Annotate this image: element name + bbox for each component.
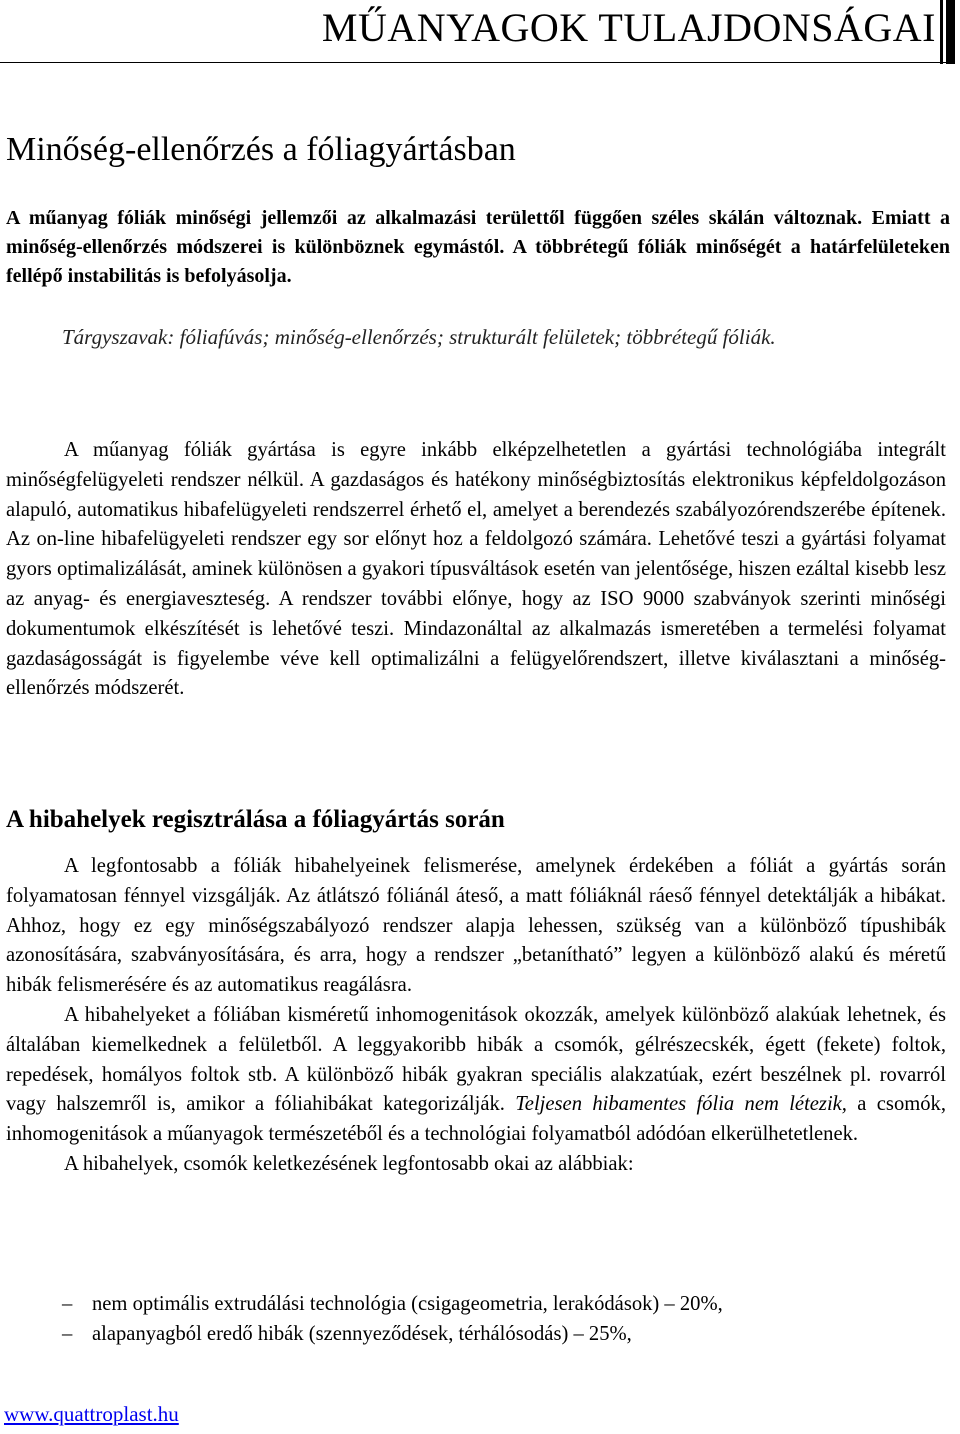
causes-list (6, 1290, 946, 1350)
intro-paragraph: A műanyag fóliák gyártása is egyre inkább elképzelhetetlen a gyártási technológiába integrált minőségfelügyeleti rendszer nélkül. A gazdaságos és hatékony minőségbiztosítás elektronikus képfeldolgozáson alapuló, automatikus hibafelügyeleti rendszerrel érhető el, amelyet a berendezés szabályozórendszerébe építenek. Az on-line hibafelügyeleti rendszer egy sor előnyt hoz a feldolgozó számára. Lehetővé teszi a gyártási folyamat gyors optimalizálását, aminek különösen a gyakori típusváltások esetén van jelentősége, hiszen ezáltal kisebb lesz az anyag- és energiaveszteség. A rendszer további előnye, hogy az ISO 9000 szabványok szerinti minőségi dokumentumok elkészítését is lehetővé teszi. Mindazonáltal az alkalmazás ismeretében a termelési folyamat gazdaságosságát is figyelembe véve kell optimalizálni a felügyelőrendszert, illetve kiválasztani a minőség-ellenőrzés módszerét. (6, 439, 946, 700)
section-paragraph-3: A hibahelyek, csomók keletkezésének legfontosabb okai az alábbiak: (64, 1152, 634, 1175)
footer-website-link[interactable]: www.quattroplast.hu (4, 1402, 179, 1426)
article-title: Minőség-ellenőrzés a fóliagyártásban (6, 131, 516, 168)
section-paragraph-2 (6, 1001, 946, 1150)
header-title: MŰANYAGOK TULAJDONSÁGAI (321, 5, 936, 50)
page-header (0, 0, 960, 70)
list-item-text: alapanyagból eredő hibák (szennyeződések, térhálósodás) – 25%, (92, 1322, 632, 1345)
article-lead: A műanyag fóliák minőségi jellemzői az alkalmazási területtől függően széles skálán változnak. Emiatt a minőség-ellenőrzés módszerei is különböznek egymástól. A többrétegű fóliák minőségét a határfelületeken fellépő instabilitás is befolyásolja. (6, 207, 950, 287)
list-item (6, 1320, 946, 1350)
section-paragraph-2-emphasis: Teljesen hibamentes fólia nem létezik, (515, 1093, 847, 1116)
header-bar-thick (946, 0, 955, 64)
list-item (6, 1290, 946, 1320)
section-body (6, 852, 946, 1180)
section-paragraph-2-start: A hibahelyeket a fóliában kisméretű inhomogenitások okozzák, amelyek különböző alakúak lehetnek, és általában kiemelkednek a felületből. A leggyakoribb hibák a csomók, gélrészecskék, égett (fekete) foltok, repedések, homályos foltok stb. A különböző hibák gyakran speciális alakzatúak, ezért beszélnek pl. rovarról vagy halszemről is, amikor a fóliahibákat kategorizálják. (6, 1003, 946, 1116)
article-keywords: Tárgyszavak: fóliafúvás; minőség-ellenőrzés; strukturált felületek; többrétegű fóliák. (62, 325, 776, 349)
header-bar-thin (940, 0, 943, 64)
list-dash: – (62, 1322, 73, 1345)
list-dash: – (62, 1293, 73, 1315)
header-rule (0, 62, 948, 63)
intro-section (6, 436, 946, 704)
section-paragraph-1: A legfontosabb a fóliák hibahelyeinek felismerése, amelynek érdekében a fóliát a gyártás során folyamatosan fénnyel vizsgálják. Az átlátszó fóliánál áteső, a matt fóliáknál ráeső fénnyel detektálják a hibákat. Ahhoz, hogy ez egy minőségszabályozó rendszer alapja lehessen, szükség van a különböző típushibák azonosítására, szabványosítására, és arra, hogy a rendszer „betanítható” legyen a különböző alakú és méretű hibák felismerésére és az automatikus reagálásra. (6, 855, 946, 997)
section-title: A hibahelyek regisztrálása a fóliagyártás során (6, 806, 505, 833)
section-paragraph-2-end: a csomók, inhomogenitások a műanyagok természetéből és a technológiai folyamatból adódóan elkerülhetetlenek. (6, 1093, 946, 1146)
list-item-text: nem optimális extrudálási technológia (csigageometria, lerakódások) – 20%, (92, 1293, 723, 1315)
